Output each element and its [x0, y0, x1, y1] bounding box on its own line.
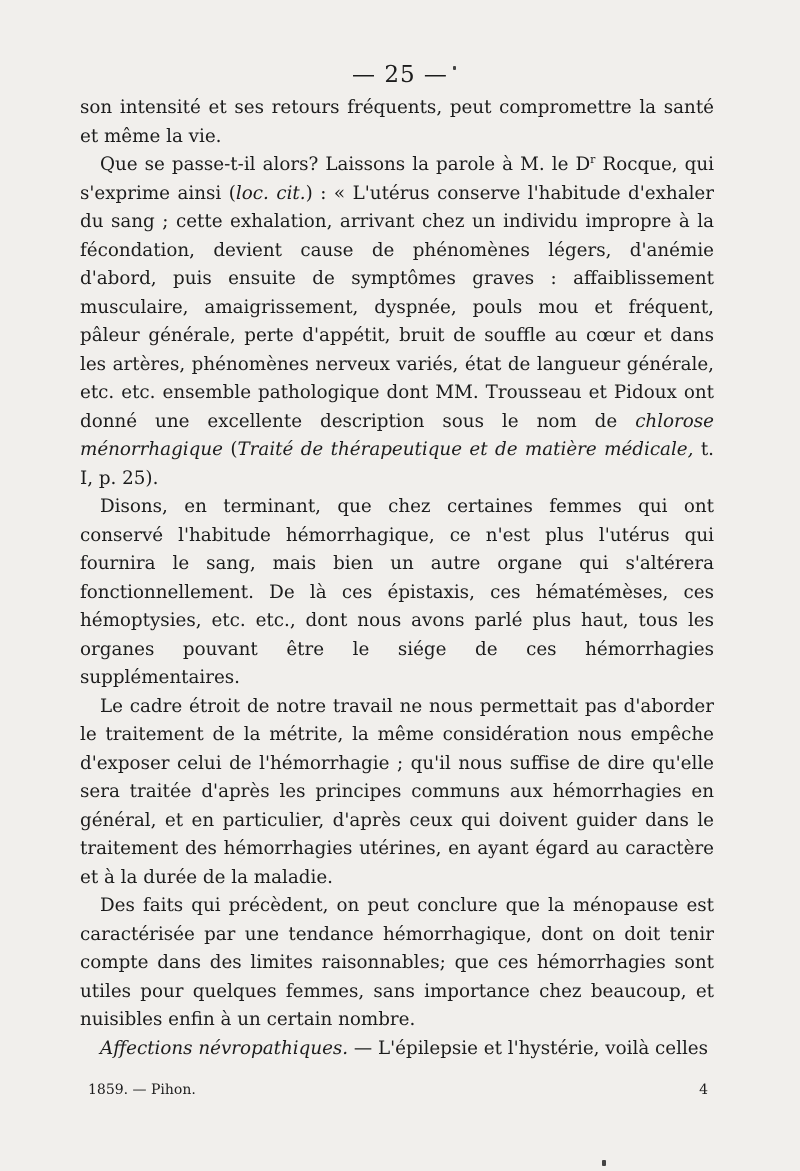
text-run: Traité de thérapeutique et de matière médicale, — [237, 439, 694, 460]
text-run: Que se passe-t-il alors? Laissons la parole à M. le D — [100, 154, 591, 175]
paragraph-p6 — [80, 1035, 714, 1064]
print-speck — [453, 66, 456, 70]
text-run: ) : « L'utérus conserve l'habitude d'exhaler du sang ; cette exhalation, arrivant chez un individu impropre à la fécondation, devient cause de phénomènes légers, d'anémie d'abord, puis ensuite de symptômes graves : affaiblissement musculaire, amaigrissement, dyspnée, pouls mou et fréquent, pâleur générale, perte d'appétit, bruit de souffle au cœur et dans les artères, phénomènes nerveux variés, état de langueur générale, etc. etc. ensemble pathologique dont MM. Trousseau et Pidoux ont donné une excellente description sous le nom de — [80, 182, 714, 432]
paragraph-p5: Des faits qui précèdent, on peut conclure que la ménopause est caractérisée par une tendance hémorrhagique, dont on doit tenir compte dans des limites raisonnables; que ces hémorrhagies sont utiles pour quelques femmes, sans importance chez beaucoup, et nuisibles enfin à un certain nombre. — [80, 895, 714, 1030]
paragraph-p2 — [80, 151, 714, 493]
text-run: ( — [222, 439, 238, 460]
text-run: — L'épilepsie et l'hystérie, voilà celles — [348, 1037, 708, 1059]
text-run: chlorose ménorrhagique — [80, 410, 714, 460]
text-run: loc. cit. — [235, 182, 306, 204]
footer-imprint: 1859. — Pihon. — [88, 1082, 196, 1098]
page-number: — 25 — — [352, 62, 448, 88]
text-run: t. I, p. 25). — [80, 439, 714, 489]
page-footer — [88, 1082, 708, 1098]
text-run: Rocque, qui s'exprime ainsi ( — [80, 154, 715, 204]
paragraph-p3: Disons, en terminant, que chez certaines femmes qui ont conservé l'habitude hémorrhagique, ce n'est plus l'utérus qui fournira le sang, mais bien un autre organe qui s'altérera fonctionnellement. De là ces épistaxis, ces hématémèses, ces hémoptysies, etc. etc., dont nous avons parlé plus haut, tous les organes pouvant être le siége de ces hémorrhagies supplémentaires. — [80, 496, 714, 688]
text-body — [80, 94, 714, 1063]
text-run: Affections névropathiques. — [100, 1037, 349, 1059]
print-speck — [602, 1160, 606, 1166]
text-run: r — [590, 152, 596, 166]
paragraph-p4: Le cadre étroit de notre travail ne nous permettait pas d'aborder le traitement de la métrite, la même considération nous empêche d'exposer celui de l'hémorrhagie ; qu'il nous suffise de dire qu'elle sera traitée d'après les principes communs aux hémorrhagies en général, et en particulier, d'après ceux qui doivent guider dans le traitement des hémorrhagies utérines, en ayant égard au caractère et à la durée de la maladie. — [80, 695, 714, 888]
footer-signature-number: 4 — [699, 1082, 708, 1098]
paragraph-p1: son intensité et ses retours fréquents, peut compromettre la santé et même la vie. — [80, 97, 714, 147]
